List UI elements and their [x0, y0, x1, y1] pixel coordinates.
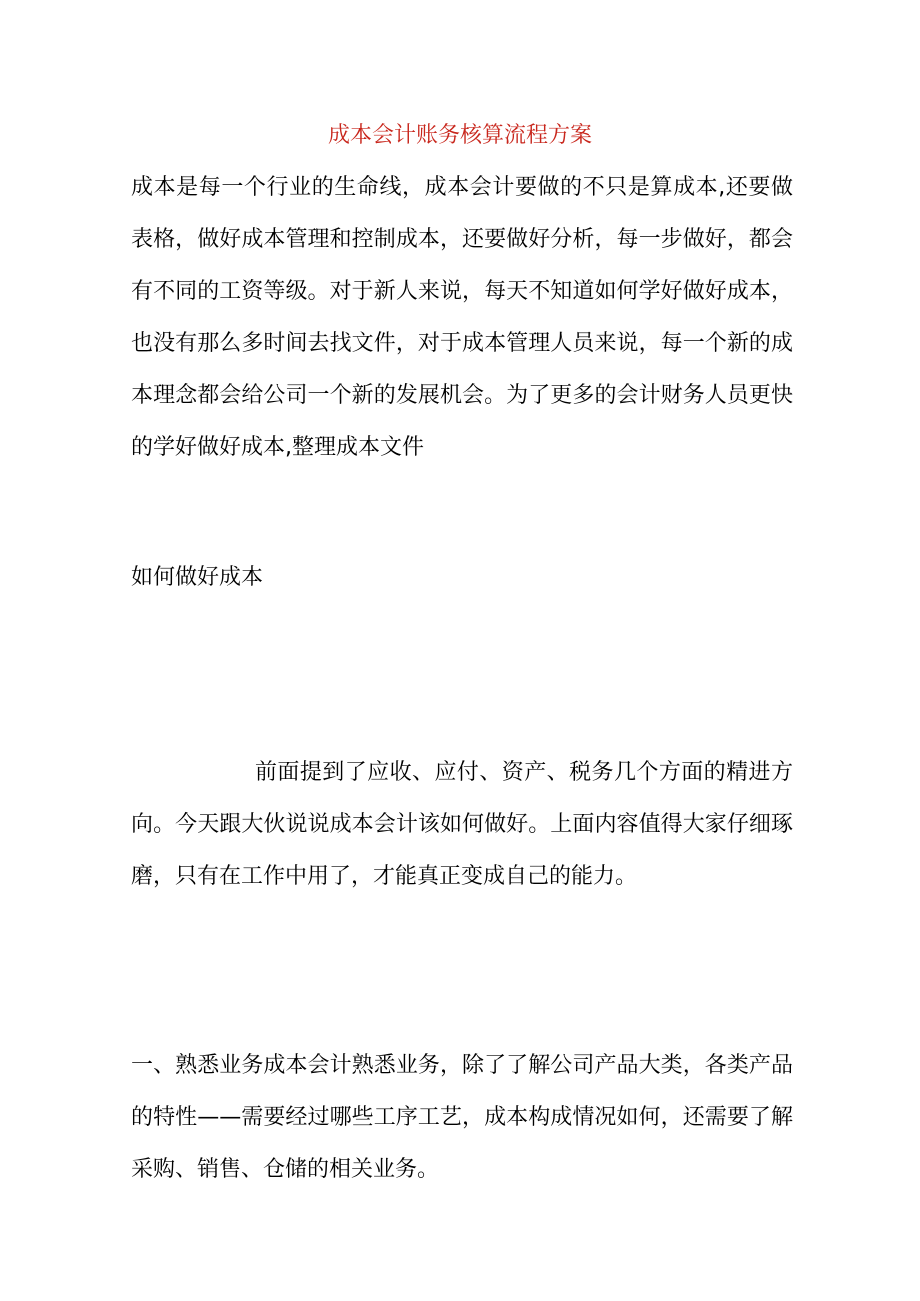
- intro-paragraph: 成本是每一个行业的生命线，成本会计要做的不只是算成本,还要做表格，做好成本管理和控制成本，还要做好分析，每一步做好，都会有不同的工资等级。对于新人来说，每天不知道如何学好做好成本，也没有那么多时间去找文件，对于成本管理人员来说，每一个新的成本理念都会给公司一个新的发展机会。为了更多的会计财务人员更快的学好做好成本,整理成本文件: [131, 175, 793, 460]
- document-title: 成本会计账务核算流程方案: [327, 123, 592, 148]
- front-paragraph: 前面提到了应收、应付、资产、税务几个方面的精进方向。今天跟大伙说说成本会计该如何做好。上面内容值得大家仔细琢磨，只有在工作中用了，才能真正变成自己的能力。: [131, 760, 793, 889]
- section-one-paragraph: 一、熟悉业务成本会计熟悉业务，除了了解公司产品大类，各类产品的特性——需要经过哪些工序工艺，成本构成情况如何，还需要了解采购、销售、仓储的相关业务。: [131, 1053, 793, 1182]
- section-heading: 如何做好成本: [131, 565, 264, 590]
